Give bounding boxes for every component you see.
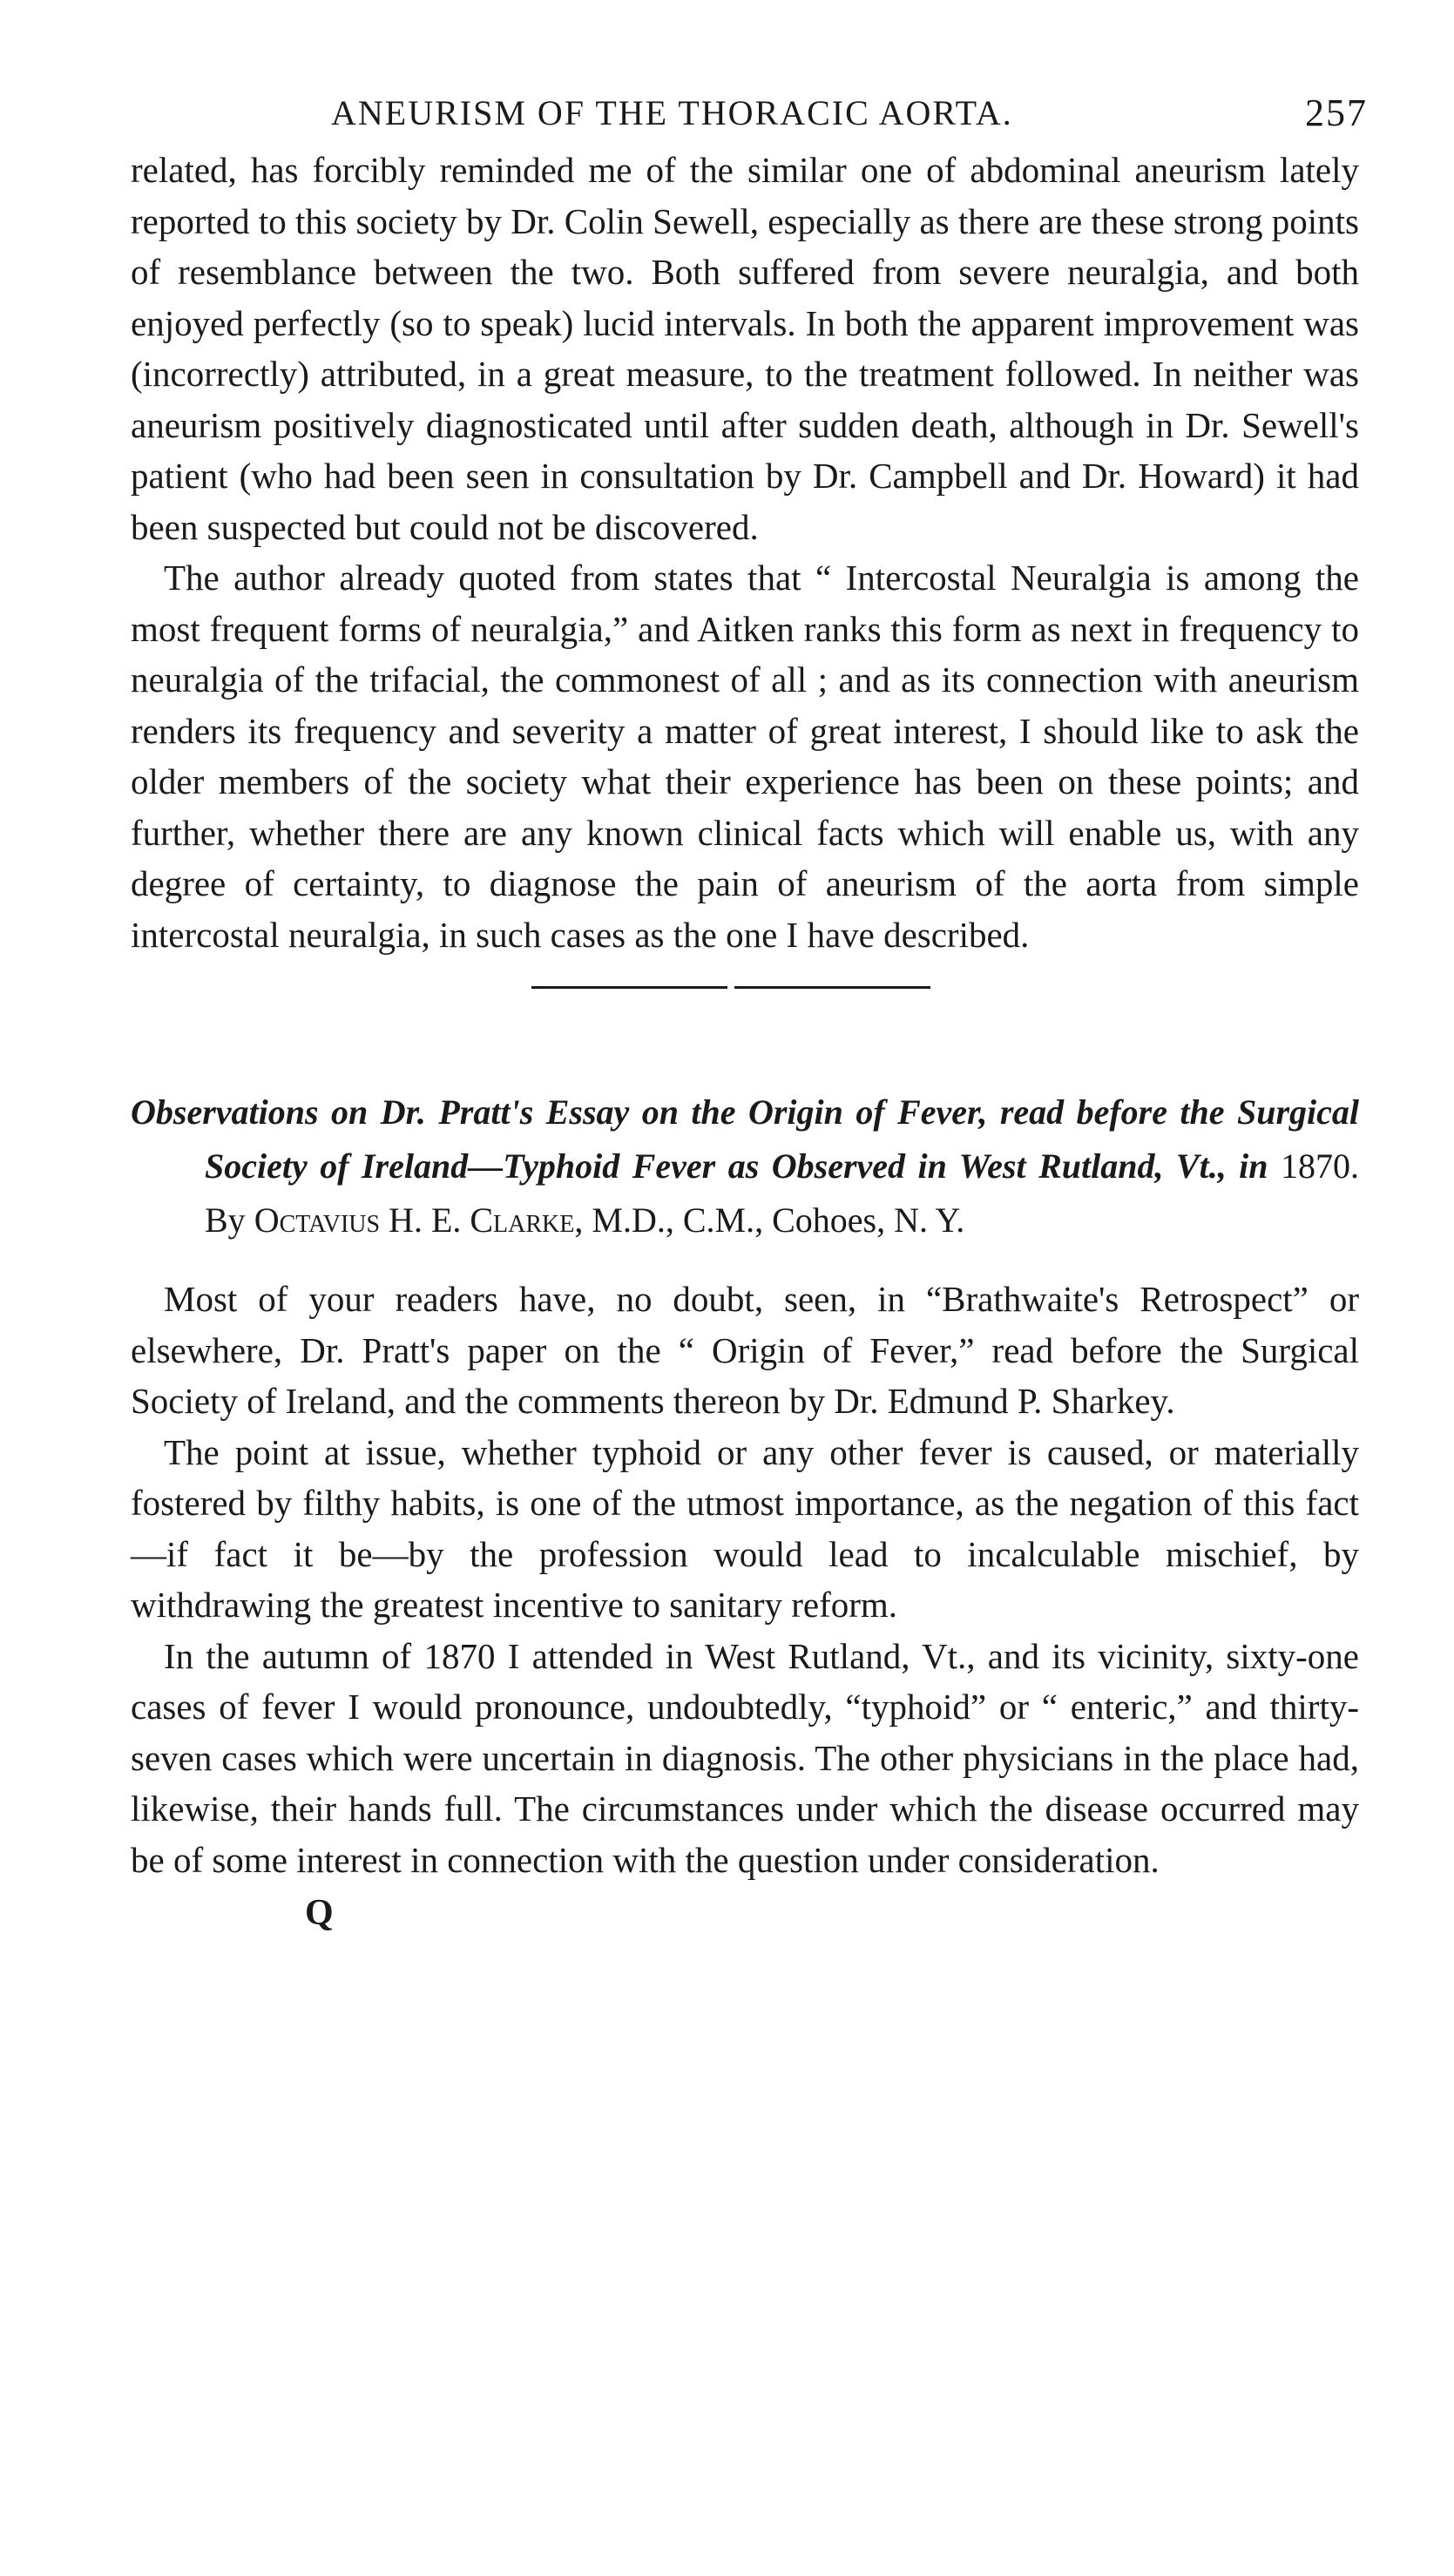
article-title-year: 1870. (1268, 1146, 1360, 1186)
article-author: Octavius H. E. Clarke (254, 1200, 575, 1240)
article-author-suffix: , M.D., C.M., Cohoes, N. Y. (574, 1200, 965, 1240)
paragraph-autumn-1870: In the autumn of 1870 I attended in West Rutland, Vt., and its vicinity, sixty-one cases of fever I would pronounce, undoubtedly, “typhoid” or “ enteric,” and thirty-seven cases which were uncertain in diagnosis. The other physicians in the place had, likewise, their hands full. The circumstances under which the disease occurred may be of some interest in connection with the question under consideration. (131, 1635, 1359, 1880)
page (131, 84, 1368, 2532)
section-divider (131, 986, 1359, 990)
article-byline-prefix: By (205, 1200, 254, 1240)
signature-mark: Q (305, 1893, 334, 1933)
paragraph-author-quoted: The author already quoted from states that “ Intercostal Neuralgia is among the most frequent forms of neuralgia,” and Aitken ranks this form as next in frequency to neuralgia of the trifacial, the commonest of all ; and as its connection with aneurism renders its frequency and severity a matter of great interest, I should like to ask the older members of the society what their experience has been on these points; and further, whether there are any known clinical facts which will enable us, with any degree of certainty, to diagnose the pain of aneurism of the aorta from simple intercostal neuralgia, in such cases as the one I have described. (131, 558, 1359, 955)
running-head (131, 84, 1368, 145)
paragraph-point-at-issue: The point at issue, whether typhoid or any other fever is caused, or materially fostered by filthy habits, is one of the utmost importance, as the negation of this fact—if fact it be—by the profession would lead to incalculable mischief, by withdrawing the greatest incentive to sanitary reform. (131, 1431, 1359, 1625)
page-number: 257 (1305, 91, 1368, 134)
running-title: ANEURISM OF THE THORACIC AORTA. (331, 93, 1013, 132)
article-title-text: Observations on Dr. Pratt's Essay on the Origin of Fever, read before the Surgical Society of Ireland—Typhoid Fever as Observed in West Rutland, Vt., in (131, 1092, 1359, 1186)
article-title (131, 1085, 1359, 1247)
paragraph-continued: related, has forcibly reminded me of the similar one of abdominal aneurism lately reported to this society by Dr. Colin Sewell, especially as there are these strong points of resemblance between the two. Both suffered from severe neuralgia, and both enjoyed perfectly (so to speak) lucid intervals. In both the apparent improvement was (incorrectly) attributed, in a great measure, to the treatment followed. In neither was aneurism positively diagnosticated until after sudden death, although in Dr. Sewell's patient (who had been seen in consultation by Dr. Campbell and Dr. Howard) it had been suspected but could not be discovered. (131, 150, 1359, 547)
paragraph-readers: Most of your readers have, no doubt, seen, in “Brathwaite's Retrospect” or elsewhere, Dr. Pratt's paper on the “ Origin of Fever,” read before the Surgical Society of Ireland, and the comments thereon by Dr. Edmund P. Sharkey. (131, 1279, 1359, 1421)
